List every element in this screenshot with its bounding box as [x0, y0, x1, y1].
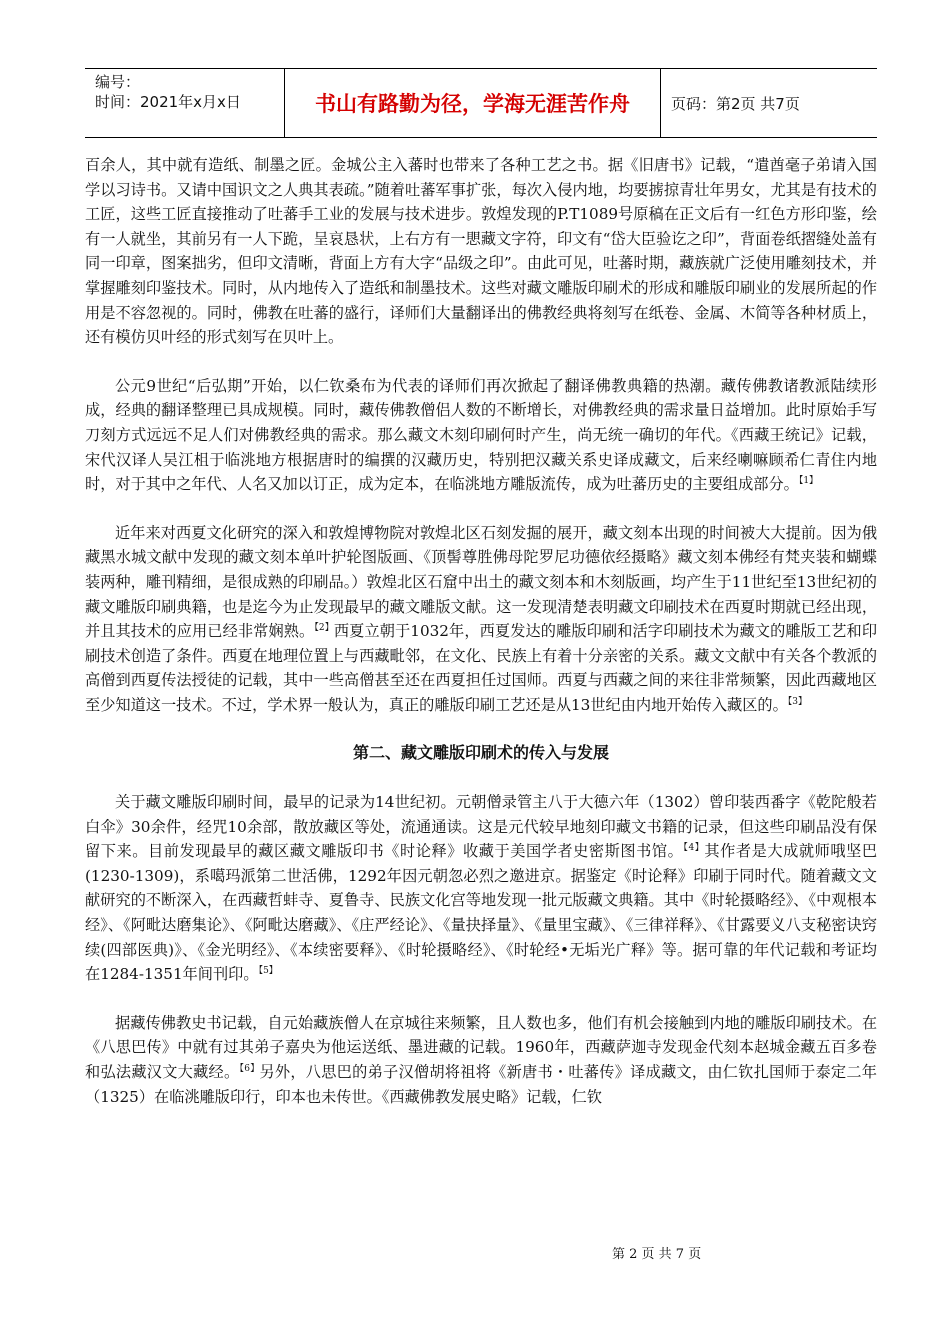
footnote-ref-3: 【3】	[787, 696, 807, 707]
paragraph-2	[85, 374, 877, 497]
footnote-ref-4: 【4】	[683, 843, 705, 854]
paragraph-4-text-a: 关于藏文雕版印刷时间，最早的记录为14世纪初。元朝僧录管主八于大德六年（1302）曾印装西番字《乾陀般若白伞》30余件，经咒10余部，散放藏区等处，流通通读。这是元代较早地刻印藏文书籍的记录，但这些印刷品没有保留下来。目前发现最早的藏区藏文雕版印书《时论释》收藏于美国学者史密斯图书馆。	[85, 793, 877, 861]
footnote-ref-1: 【1】	[798, 476, 819, 487]
page-header	[85, 68, 877, 138]
paragraph-1: 百余人，其中就有造纸、制墨之匠。金城公主入蕃时也带来了各种工艺之书。据《旧唐书》记载，“遣酋毫子弟请入国学以习诗书。又请中国识文之人典其表疏。”随着吐蕃军事扩张，每次入侵内地，均要掳掠青壮年男女，尤其是有技术的工匠，这些工匠直接推动了吐蕃手工业的发展与技术进步。敦煌发现的P.T1089号原稿在正文后有一红色方形印鉴，绘有一人就坐，其前另有一人下跪，呈哀恳状，上右方有一愳藏文字符，印文有“岱大臣验讫之印”，背面卷纸摺缝处盖有同一印章，图案拙劣，但印文清晰，背面上方有大字“品级之印”。由此可见，吐蕃时期，藏族就广泛使用雕刻技术，并掌握雕刻印鉴技术。同时，从内地传入了造纸和制墨技术。这些对藏文雕版印刷术的形成和雕版印刷业的发展所起的作用是不容忽视的。同时，佛教在吐蕃的盛行，译师们大量翻译出的佛教经典将刻写在纸卷、金属、木简等各种材质上，还有模仿贝叶经的形式刻写在贝叶上。	[85, 156, 877, 347]
header-page-label: 页码：第2页 共7页	[671, 94, 800, 113]
page-footer: 第 2 页 共 7 页	[612, 1247, 702, 1262]
paragraph-5-text-b: 另外，八思巴的弟子汉僧胡将祖将《新唐书・吐蕃传》译成藏文，由仁钦扎国师于泰定二年（1325）在临洮雕版印行，印本也未传世。《西藏佛教发展史略》记载，仁钦	[85, 1063, 877, 1106]
paragraph-4-text-b: 其作者是大成就师哦坚巴(1230-1309)，系噶玛派第二世活佛，1292年因元朝忽必烈之邀进京。据鉴定《时论释》印刷于同时代。随着藏文文献研究的不断深入，在西藏哲蚌寺、夏鲁寺、民族文化宫等地发现一批元版藏文典籍。其中《时轮摄略经》、《中观根本经》、《阿毗达磨集论》、《阿毗达磨藏》、《庄严经论》、《量抉择量》、《量里宝藏》、《三律祥释》、《甘露要义八支秘密诀窍续(四部医典)》、《金光明经》、《本续密要释》、《时轮摄略经》、《时轮经•无垢光广释》等。据可靠的年代记载和考证均在1284-1351年间刊印。	[85, 842, 878, 984]
paragraph-5	[85, 1011, 877, 1109]
header-motto: 书山有路勤为径，学海无涯苦作舟	[285, 69, 661, 137]
number-label: 编号：	[95, 73, 141, 91]
footnote-ref-6: 【6】	[239, 1063, 260, 1074]
footnote-ref-2: 【2】	[314, 623, 334, 634]
paragraph-4	[85, 790, 877, 987]
footnote-ref-5: 【5】	[258, 966, 278, 977]
paragraph-3	[85, 521, 877, 718]
section-heading: 第二、藏文雕版印刷术的传入与发展	[352, 743, 609, 763]
paragraph-3-text-a: 近年来对西夏文化研究的深入和敦煌博物院对敦煌北区石刻发掘的展开，藏文刻本出现的时间被大大提前。因为俄藏黑水城文献中发现的藏文刻本单叶护轮图版画、《顶髻尊胜佛母陀罗尼功德依经摄略》藏文刻本佛经有梵夹装和蝴蝶装两种，雕刊精细，是很成熟的印刷品。）敦煌北区石窟中出土的藏文刻本和木刻版画，均产生于11世纪至13世纪初的藏文雕版印刷典籍，也是迄今为止发现最早的藏文雕版文献。这一发现清楚表明藏文印刷技术在西夏时期就已经出现，并且其技术的应用已经非常娴熟。	[85, 523, 877, 641]
paragraph-2-text: 公元9世纪“后弘期”开始，以仁钦桑布为代表的译师们再次掀起了翻译佛教典籍的热潮。藏传佛教诸教派陆续形成，经典的翻译整理已具成规模。同时，藏传佛教僧侣人数的不断增长，对佛教经典的需求量日益增加。此时原始手写刀刻方式远远不足人们对佛教经典的需求。那么藏文木刻印刷何时产生，尚无统一确切的年代。《西藏王统记》记载，宋代汉译人吴江柤于临洮地方根据唐时的编撰的汉藏历史，特别把汉藏关系史译成藏文，后来经喇嘛顾希仁青住内地时，对于其中之年代、人名又加以订正，成为定本，在临洮地方雕版流传，成为吐蕃历史的主要组成部分。	[85, 376, 877, 494]
time-label: 时间：2021年x月x日	[95, 93, 241, 111]
paragraph-5-text-a: 据藏传佛教史书记载，自元始藏族僧人在京城往来频繁，且人数也多，他们有机会接触到内地的雕版印刷技术。在《八思巴传》中就有过其弟子嘉央为他运送纸、墨进藏的记载。1960年，西藏萨迦寺发现金代刻本赵城金藏五百多卷和弘法藏汉文大藏经。	[85, 1013, 877, 1081]
paragraph-3-text-b: 西夏立朝于1032年，西夏发达的雕版印刷和活字印刷技术为藏文的雕版工艺和印刷技术创造了条件。西夏在地理位置上与西藏毗邻，在文化、民族上有着十分亲密的关系。藏文文献中有关各个教派的高僧到西夏传法授徒的记载，其中一些高僧甚至还在西夏担任过国师。西夏与西藏之间的来往非常频繁，因此西藏地区至少知道这一技术。不过，学术界一般认为，真正的雕版印刷工艺还是从13世纪由内地开始传入藏区的。	[85, 622, 878, 714]
header-meta	[85, 69, 285, 137]
document-body	[85, 153, 877, 1133]
